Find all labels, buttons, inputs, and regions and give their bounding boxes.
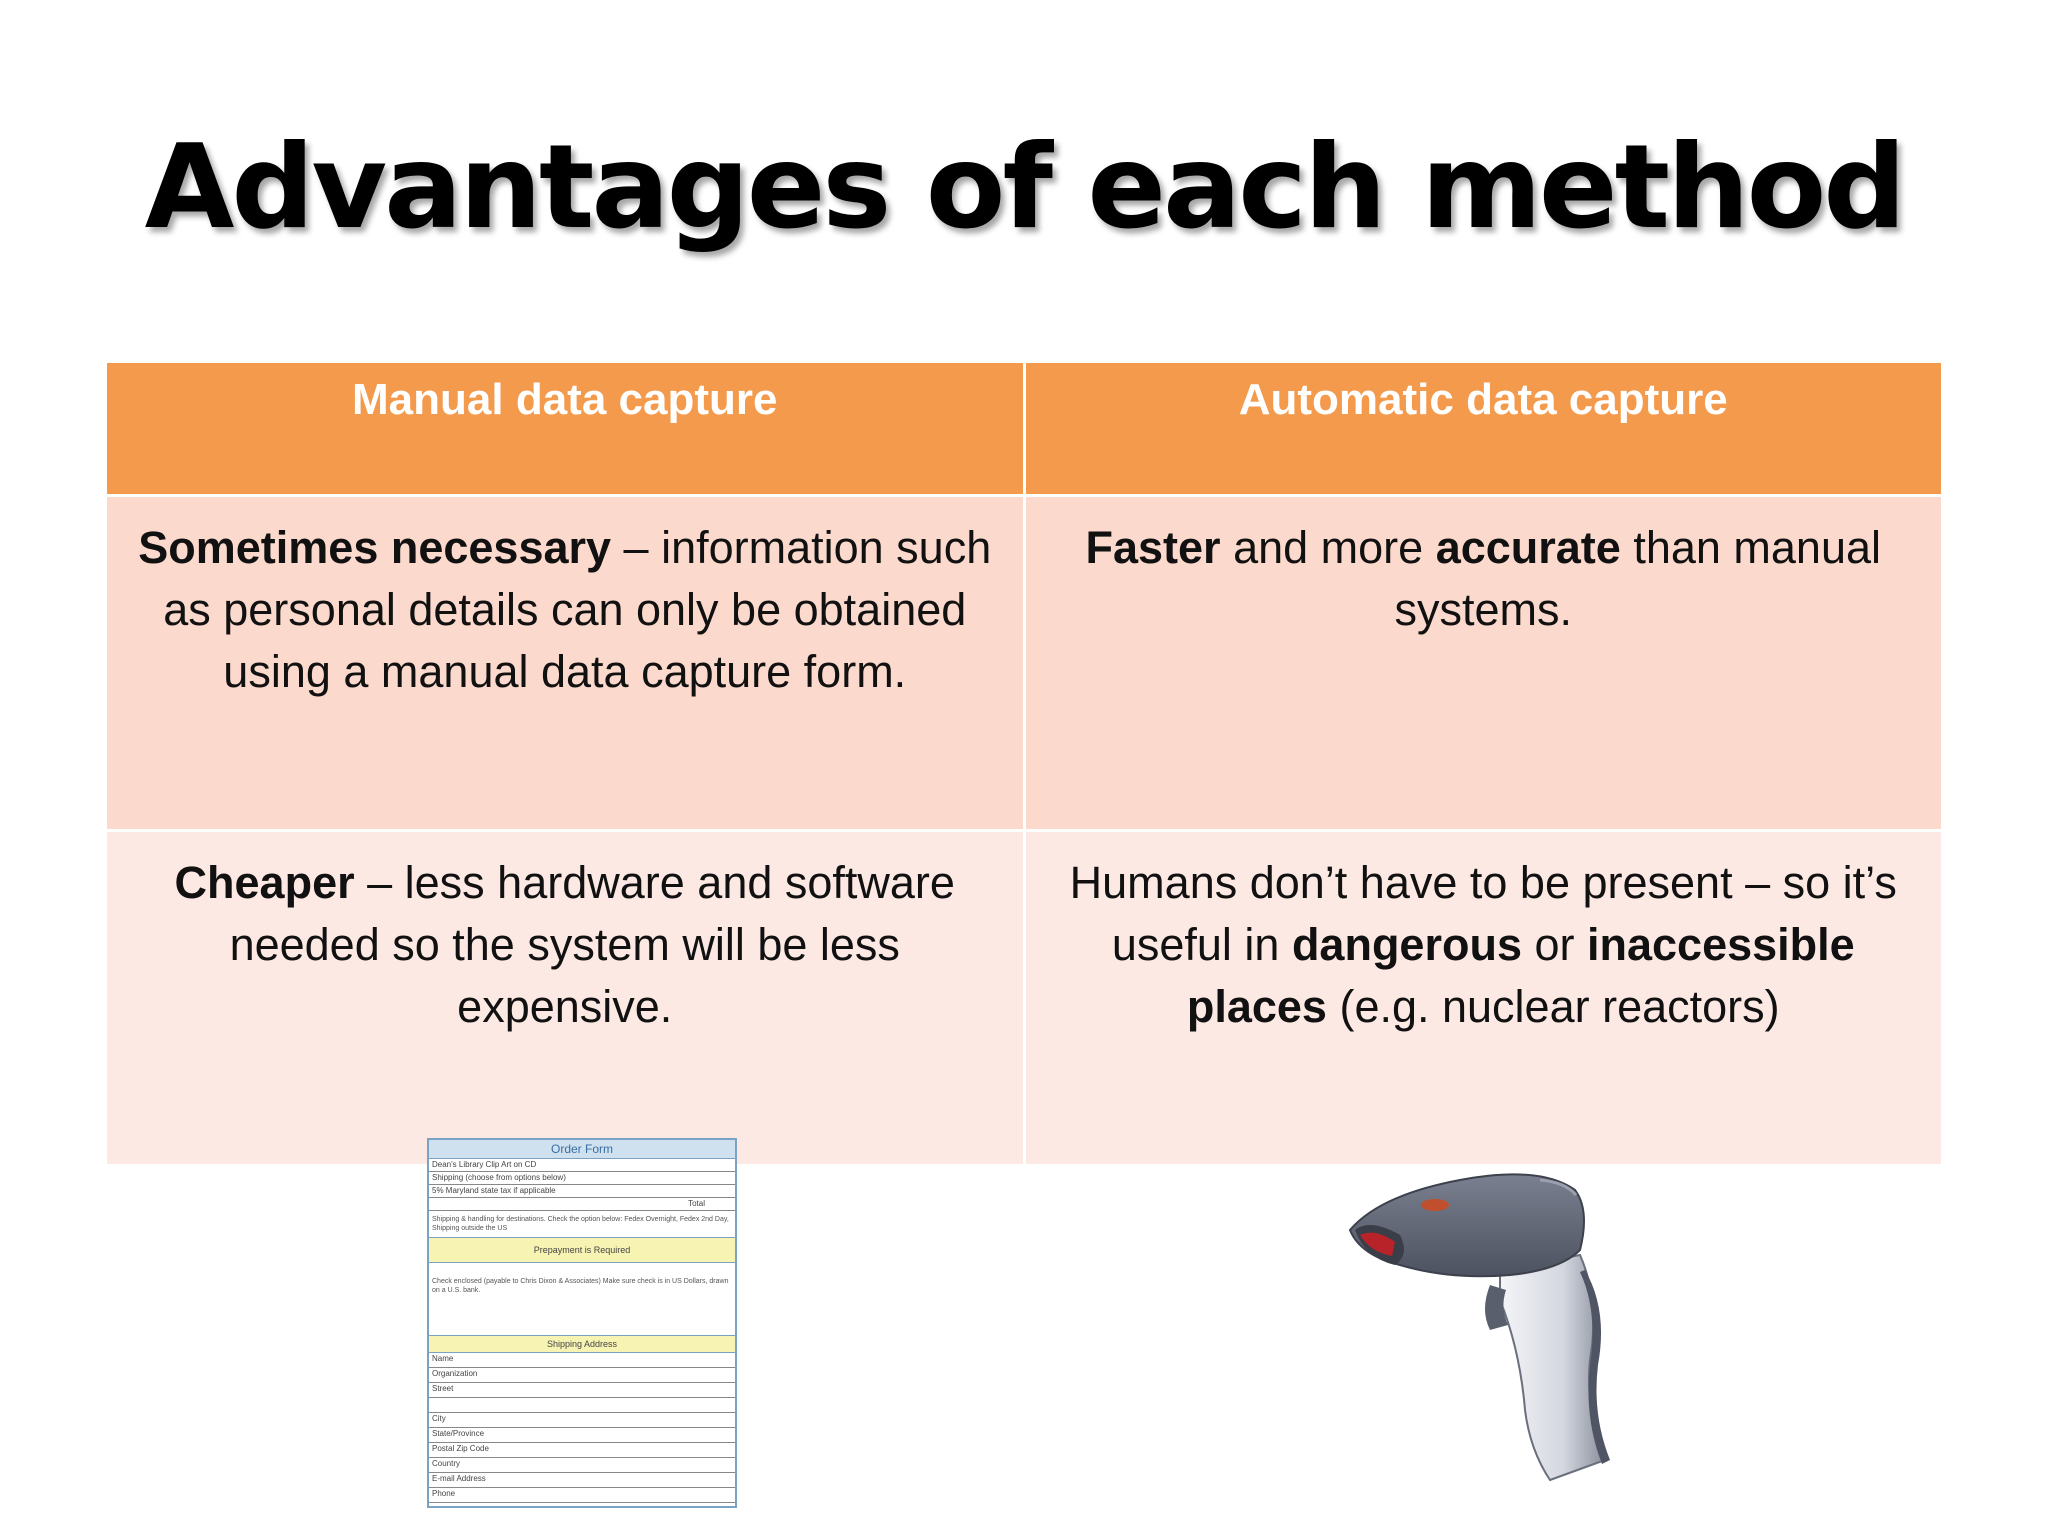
header-automatic: Automatic data capture: [1024, 362, 1943, 496]
cell-text: than manual systems.: [1394, 522, 1881, 635]
form-prepayment-band: Prepayment is Required: [429, 1237, 735, 1263]
form-field: City: [429, 1413, 735, 1428]
cell-text: or: [1521, 919, 1588, 970]
table-row: [106, 831, 1943, 1166]
cell-text: – less hardware and software needed so the system will be less expensive.: [229, 857, 955, 1032]
cell-manual-2: [106, 831, 1025, 1166]
form-shipping-note: Shipping & handling for destinations. Check the option below: Fedex Overnight, Fedex 2nd Day, Shipping outside the US: [432, 1216, 729, 1232]
table-row: [106, 496, 1943, 831]
cell-automatic-2: [1024, 831, 1943, 1166]
form-field: State/Province: [429, 1428, 735, 1443]
cell-text: Humans don’t have to be present – so it’s useful in: [1069, 857, 1897, 970]
form-field: Organization: [429, 1368, 735, 1383]
cell-text: – information such as personal details can only be obtained using a manual data capture form.: [163, 522, 992, 697]
cell-bold-text: dangerous: [1291, 919, 1522, 970]
form-field: E-mail Address: [429, 1473, 735, 1488]
cell-text: (e.g. nuclear reactors): [1326, 981, 1780, 1032]
advantages-table: [104, 360, 1944, 1167]
form-line: Total: [429, 1198, 735, 1211]
form-payment-note: Check enclosed (payable to Chris Dixon & Associates) Make sure check is in US Dollars, drawn on a U.S. bank.: [432, 1278, 729, 1294]
form-line: Shipping (choose from options below): [429, 1172, 735, 1185]
form-field: Postal Zip Code: [429, 1443, 735, 1458]
form-field: Country: [429, 1458, 735, 1473]
form-field: [429, 1398, 735, 1413]
cell-text: and more: [1220, 522, 1436, 573]
cell-automatic-1: [1024, 496, 1943, 831]
cell-bold-text: Sometimes necessary: [138, 522, 612, 573]
cell-bold-text: accurate: [1435, 522, 1621, 573]
cell-bold-text: Faster: [1085, 522, 1221, 573]
cell-bold-text: inaccessible places: [1186, 919, 1855, 1032]
order-form-image: [427, 1138, 737, 1508]
form-line: 5% Maryland state tax if applicable: [429, 1185, 735, 1198]
form-line: Dean's Library Clip Art on CD: [429, 1159, 735, 1172]
form-field: Phone: [429, 1488, 735, 1503]
form-shipping-band: Shipping Address: [429, 1335, 735, 1353]
cell-bold-text: Cheaper: [174, 857, 355, 908]
barcode-scanner-icon: [1340, 1160, 1660, 1500]
order-form-header: Order Form: [429, 1140, 735, 1159]
cell-manual-1: [106, 496, 1025, 831]
form-field: Name: [429, 1353, 735, 1368]
slide-title: Advantages of each method: [144, 120, 1904, 255]
form-field: Street: [429, 1383, 735, 1398]
header-manual: Manual data capture: [106, 362, 1025, 496]
table-header-row: [106, 362, 1943, 496]
